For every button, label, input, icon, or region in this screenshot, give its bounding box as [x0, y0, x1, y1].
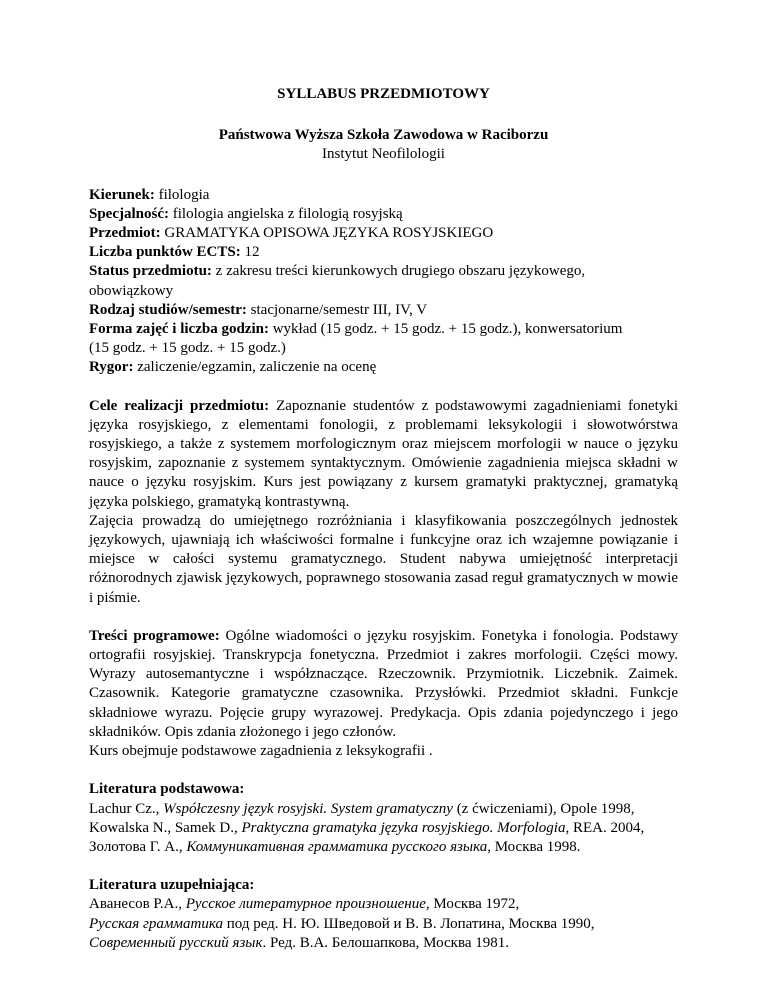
document-title: SYLLABUS PRZEDMIOTOWY	[277, 86, 490, 102]
meta-forma-value: wykład (15 godz. + 15 godz. + 15 godz.), konwersatorium	[268, 321, 623, 338]
course-metadata	[89, 186, 678, 378]
lit-podst-item	[89, 838, 678, 857]
meta-forma-label: Forma zajęć i liczba godzin:	[89, 321, 269, 338]
meta-forma-cont: (15 godz. + 15 godz. + 15 godz.)	[89, 340, 286, 357]
lit-item-title: Коммуникативная грамматика русского языка	[186, 838, 488, 855]
meta-przedmiot	[89, 224, 678, 243]
tresci-paragraph-1	[89, 627, 678, 742]
meta-kierunek	[89, 186, 678, 205]
tresci-text-1: Ogólne wiadomości o języku rosyjskim. Fonetyka i fonologia. Podstawy ortografii rosyjskiej. Transkrypcja fonetyczna. Przedmiot i zakres morfologii. Części mowy. Wyrazy autosemantyczne i współznaczące. Rzeczownik. Przymiotnik. Liczebnik. Zaimek. Czasownik. Kategorie gramatyczne czasownika. Przysłówki. Przedmiot składni. Funkcje składniowe wyrazu. Pojęcie grupy wyrazowej. Predykacja. Opis zdania pojedynczego i jego składników. Opis zdania złożonego i jego członów.	[89, 627, 679, 740]
cele-paragraph-1	[89, 397, 678, 512]
meta-kierunek-value: filologia	[154, 186, 210, 203]
literatura-podstawowa	[89, 780, 678, 857]
meta-rodzaj-value: stacjonarne/semestr III, IV, V	[246, 301, 428, 318]
meta-rodzaj	[89, 301, 678, 320]
meta-specjalnosc-label: Specjalność:	[89, 205, 169, 222]
cele-section	[89, 397, 678, 608]
meta-ects-value: 12	[240, 244, 260, 261]
meta-przedmiot-value: GRAMATYKA OPISOWA JĘZYKA ROSYJSKIEGO	[160, 225, 494, 242]
meta-kierunek-label: Kierunek:	[89, 186, 155, 203]
lit-item-title: Współczesny język rosyjski. System gramatyczny	[163, 800, 453, 817]
lit-item-details: (z ćwiczeniami), Opole 1998,	[452, 800, 635, 817]
literatura-uzupelniajaca	[89, 876, 678, 953]
lit-uzup-item	[89, 915, 678, 934]
meta-ects	[89, 243, 678, 262]
cele-label: Cele realizacji przedmiotu:	[89, 397, 270, 414]
lit-item-author: Аванесов Р.А.,	[89, 896, 186, 913]
lit-item-title: Praktyczna gramatyka języka rosyjskiego. Morfologia,	[241, 819, 570, 836]
lit-item-details: под ред. Н. Ю. Шведовой и В. В. Лопатина, Москва 1990,	[222, 915, 595, 932]
lit-item-details: , Москва 1972,	[425, 896, 520, 913]
lit-item-author: Lachur Cz.,	[89, 800, 164, 817]
lit-item-details: . Ред. В.А. Белошапкова, Москва 1981.	[262, 934, 509, 951]
lit-item-author: Kowalska N., Samek D.,	[89, 819, 242, 836]
meta-ects-label: Liczba punktów ECTS:	[89, 244, 241, 261]
tresci-label: Treści programowe:	[89, 627, 220, 644]
lit-item-details: , Москва 1998.	[487, 838, 581, 855]
meta-status-label: Status przedmiotu:	[89, 263, 212, 280]
meta-rygor	[89, 358, 678, 377]
lit-item-title: Современный русский язык	[89, 934, 263, 951]
meta-specjalnosc	[89, 205, 678, 224]
meta-rodzaj-label: Rodzaj studiów/semestr:	[89, 301, 247, 318]
meta-status-value: z zakresu treści kierunkowych drugiego obszaru językowego,	[211, 263, 586, 280]
lit-uzup-item	[89, 895, 678, 914]
lit-podst-item	[89, 800, 678, 819]
meta-status-cont: obowiązkowy	[89, 282, 174, 299]
literatura-podstawowa-heading: Literatura podstawowa:	[89, 781, 245, 798]
tresci-section	[89, 627, 678, 761]
institution-header	[89, 126, 678, 164]
cele-paragraph-2: Zajęcia prowadzą do umiejętnego rozróżniania i klasyfikowania poszczególnych jednostek językowych, ujawniają ich właściwości formalne i funkcyjne oraz ich wzajemne powiązanie i miejsce w całości systemu gramatycznego. Student nabywa umiejętność interpretacji różnorodnych zjawisk językowych, poprawnego stosowania zasad reguł gramatycznych w mowie i piśmie.	[89, 512, 678, 606]
institution-name: Państwowa Wyższa Szkoła Zawodowa w Raciborzu	[218, 127, 549, 144]
meta-przedmiot-label: Przedmiot:	[89, 225, 161, 242]
cele-text-1: Zapoznanie studentów z podstawowymi zagadnieniami fonetyki języka rosyjskiego, z elementami fonologii, z problemami leksykologii i słowotwórstwa rosyjskiego, a także z systemem morfologicznym oraz miejscem morfologii w nauce o języku rosyjskim, zapoznanie z systemem syntaktycznym. Omówienie zagadnienia miejsca składni w nauce o języku rosyjskim. Kurs jest powiązany z kursem gramatyki praktycznej, gramatyką języka polskiego, gramatyką kontrastywną.	[89, 397, 679, 510]
meta-rygor-label: Rygor:	[89, 359, 134, 376]
meta-rygor-value: zaliczenie/egzamin, zaliczenie na ocenę	[133, 359, 377, 376]
lit-uzup-item	[89, 934, 678, 953]
tresci-paragraph-2: Kurs obejmuje podstawowe zagadnienia z leksykografii .	[89, 743, 433, 760]
institute-name: Instytut Neofilologii	[322, 146, 445, 163]
lit-item-title: Русская грамматика	[89, 915, 223, 932]
meta-forma	[89, 320, 678, 339]
meta-specjalnosc-value: filologia angielska z filologią rosyjską	[169, 205, 403, 222]
lit-item-author: Золотова Г. А.,	[89, 838, 187, 855]
literatura-uzupelniajaca-heading: Literatura uzupełniająca:	[89, 877, 255, 894]
lit-podst-item	[89, 819, 678, 838]
lit-item-title: Русское литературное произношение	[185, 896, 426, 913]
meta-status	[89, 262, 678, 281]
lit-item-details: REA. 2004,	[569, 819, 645, 836]
